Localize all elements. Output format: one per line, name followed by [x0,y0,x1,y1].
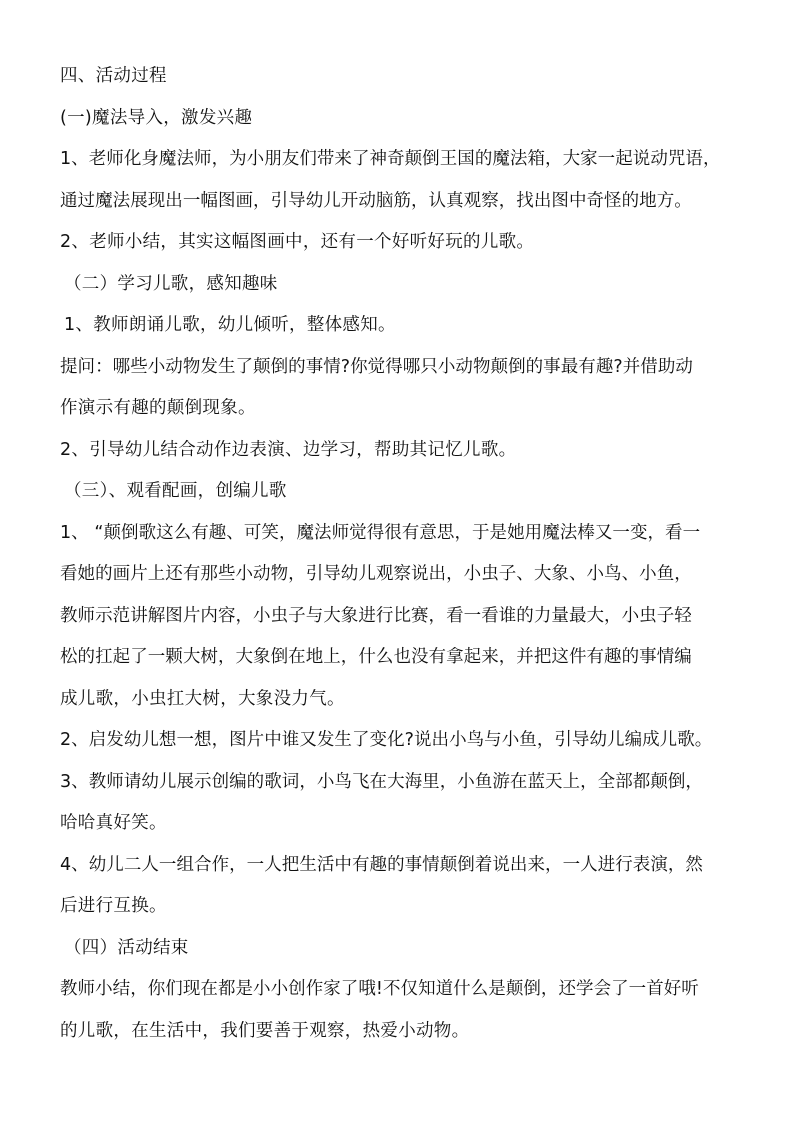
paragraph-line: 2、启发幼儿想一想，图片中谁又发生了变化?说出小鸟与小鱼，引导幼儿编成儿歌。 [60,730,713,750]
paragraph-line: 2、老师小结，其实这幅图画中，还有一个好听好玩的儿歌。 [60,232,535,252]
paragraph-line: 后进行互换。 [60,896,167,916]
paragraph-line: 1、教师朗诵儿歌，幼儿倾听，整体感知。 [64,315,396,335]
paragraph-line: 提问：哪些小动物发生了颠倒的事情?你觉得哪只小动物颠倒的事最有趣?并借助动 [60,356,693,377]
paragraph-line: 1、老师化身魔法师，为小朋友们带来了神奇颠倒王国的魔法箱，大家一起说动咒语， [60,149,721,169]
paragraph-line: 2、引导幼儿结合动作边表演、边学习，帮助其记忆儿歌。 [60,439,517,460]
subsection-heading: （二）学习儿歌，感知趣味 [64,273,278,294]
paragraph-line: 成儿歌，小虫扛大树，大象没力气。 [60,688,345,709]
paragraph-line: 4、幼儿二人一组合作，一人把生活中有趣的事情颠倒着说出来，一人进行表演，然 [60,854,703,875]
section-heading: 四、活动过程 [60,66,167,86]
paragraph-line: 的儿歌，在生活中，我们要善于观察，热爱小动物。 [60,1020,470,1041]
subsection-heading: (一)魔法导入，激发兴趣 [60,107,253,128]
document-page [60,56,760,1052]
paragraph-line: 教师小结，你们现在都是小小创作家了哦!不仅知道什么是颠倒，还学会了一首好听 [60,979,699,999]
paragraph-line: 看她的画片上还有那些小动物，引导幼儿观察说出，小虫子、大象、小鸟、小鱼， [60,564,692,584]
paragraph-line: 作演示有趣的颠倒现象。 [60,398,256,418]
subsection-heading: （三）、观看配画，创编儿歌 [64,481,287,501]
paragraph-line: 1、 “颠倒歌这么有趣、可笑，魔法师觉得很有意思，于是她用魔法棒又一变，看一 [60,522,701,543]
subsection-heading: （四）活动结束 [64,937,189,958]
paragraph-line: 通过魔法展现出一幅图画，引导幼儿开动脑筋，认真观察，找出图中奇怪的地方。 [60,190,692,211]
paragraph-line: 教师示范讲解图片内容，小虫子与大象进行比赛，看一看谁的力量最大，小虫子轻 [60,605,692,626]
paragraph-line: 哈哈真好笑。 [60,813,167,833]
paragraph-line: 3、教师请幼儿展示创编的歌词，小鸟飞在大海里，小鱼游在蓝天上，全部都颠倒， [60,771,703,792]
paragraph-line: 松的扛起了一颗大树，大象倒在地上，什么也没有拿起来，并把这件有趣的事情编 [60,647,692,667]
